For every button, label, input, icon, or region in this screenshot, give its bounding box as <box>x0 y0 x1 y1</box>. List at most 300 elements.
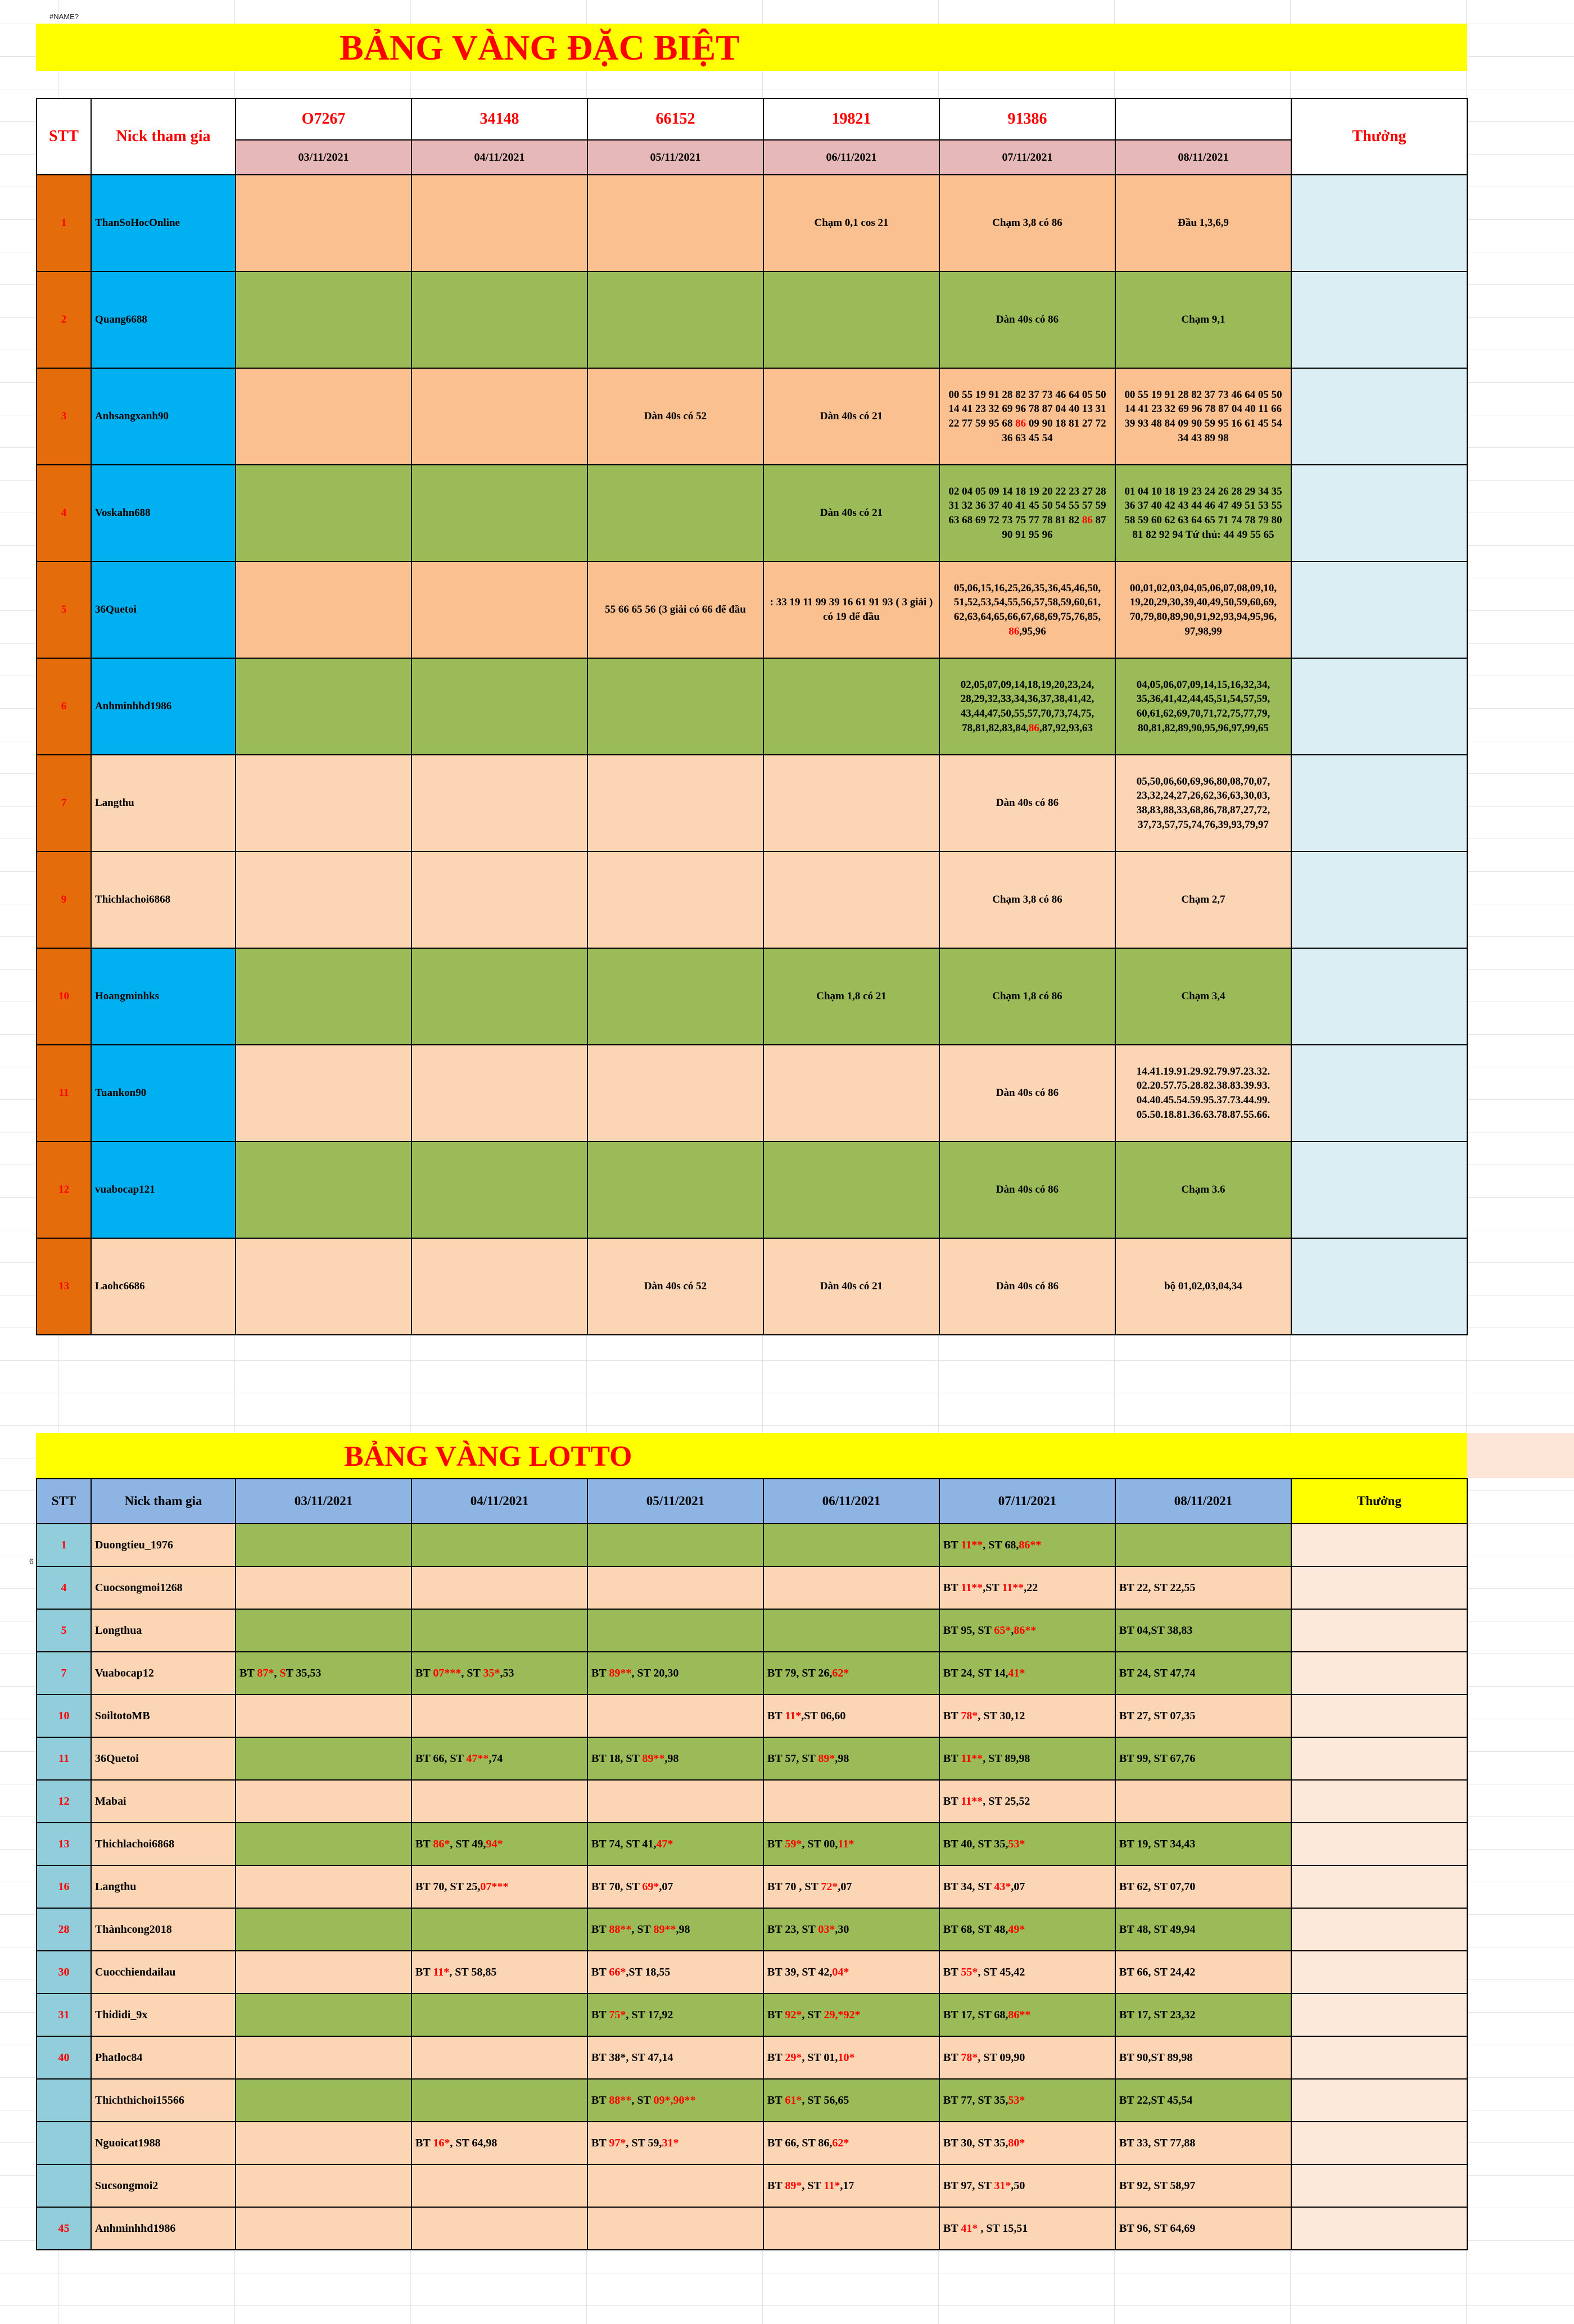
prediction-cell <box>236 1238 411 1335</box>
special-row <box>37 561 1467 658</box>
lotto-reward-cell <box>1291 1566 1467 1609</box>
reward-cell <box>1291 1141 1467 1238</box>
lotto-nick-cell: SoiltotoMB <box>91 1695 236 1737</box>
nick-cell: vuabocap121 <box>91 1141 236 1238</box>
prediction-cell <box>411 1238 587 1335</box>
lotto-cell: BT 40, ST 35,53* <box>939 1823 1115 1865</box>
prediction-cell <box>587 658 763 755</box>
lotto-cell <box>587 2207 763 2250</box>
lotto-cell: BT 30, ST 35,80* <box>939 2122 1115 2164</box>
nick-cell: Anhminhhd1986 <box>91 658 236 755</box>
lotto-row <box>37 2036 1467 2079</box>
prediction-cell <box>411 368 587 465</box>
lotto-reward-cell <box>1291 1951 1467 1994</box>
prediction-cell: 55 66 65 56 (3 giải có 66 để đầu <box>587 561 763 658</box>
result-number: 34148 <box>411 98 587 140</box>
lotto-row <box>37 2164 1467 2207</box>
lotto-reward-header: Thưởng <box>1291 1479 1467 1524</box>
highlighted-number: 41* <box>961 2222 978 2235</box>
lotto-cell <box>587 1524 763 1566</box>
prediction-cell <box>236 851 411 948</box>
prediction-cell: 05,50,06,60,69,96,80,08,70,07, 23,32,24,27,26,62,36,63,30,03, 38,83,88,33,68,86,78,87,27,72, 37,73,57,75,74,76,39,93,79,97 <box>1115 755 1291 851</box>
lotto-row <box>37 1951 1467 1994</box>
lotto-row <box>37 1865 1467 1908</box>
lotto-stt-cell: 31 <box>37 1994 91 2036</box>
lotto-cell: BT 11**,ST 11**,22 <box>939 1566 1115 1609</box>
prediction-cell <box>236 561 411 658</box>
stt-cell: 2 <box>37 271 91 368</box>
lotto-cell: BT 68, ST 48,49* <box>939 1908 1115 1951</box>
highlighted-number: 89** <box>609 1666 632 1679</box>
highlighted-number: 11* <box>838 1837 854 1850</box>
lotto-cell: BT 70, ST 25,07*** <box>411 1865 587 1908</box>
highlighted-number: 86* <box>433 1837 450 1850</box>
highlighted-number: 29,*92* <box>824 2008 861 2021</box>
nick-cell: Anhsangxanh90 <box>91 368 236 465</box>
result-number <box>1115 98 1291 140</box>
lotto-cell: BT 96, ST 64,69 <box>1115 2207 1291 2250</box>
header-dates-row <box>37 140 1467 175</box>
lotto-cell: BT 70, ST 69*,07 <box>587 1865 763 1908</box>
lotto-cell <box>411 1695 587 1737</box>
lotto-cell <box>587 1609 763 1652</box>
prediction-cell <box>763 851 939 948</box>
date-header: 06/11/2021 <box>763 140 939 175</box>
lotto-nick-cell: Phatloc84 <box>91 2036 236 2079</box>
stt-cell: 9 <box>37 851 91 948</box>
reward-header: Thưởng <box>1291 98 1467 175</box>
reward-cell <box>1291 561 1467 658</box>
prediction-cell: Dàn 40s có 21 <box>763 368 939 465</box>
lotto-stt-header: STT <box>37 1479 91 1524</box>
lotto-cell: BT 59*, ST 00,11* <box>763 1823 939 1865</box>
prediction-cell: 02 04 05 09 14 18 19 20 22 23 27 28 31 32 36 37 40 41 45 50 54 55 57 59 63 68 69 72 73 75 77 78 81 82 86 87 90 91 95 96 <box>939 465 1115 561</box>
lotto-cell <box>587 1695 763 1737</box>
lotto-cell: BT 78*, ST 30,12 <box>939 1695 1115 1737</box>
lotto-cell <box>587 1780 763 1823</box>
highlighted-number: 29* <box>785 2051 802 2064</box>
date-header: 07/11/2021 <box>939 140 1115 175</box>
lotto-cell: BT 23, ST 03*,30 <box>763 1908 939 1951</box>
highlighted-number: 75* <box>609 2008 626 2021</box>
lotto-cell: BT 11*,ST 06,60 <box>763 1695 939 1737</box>
prediction-cell: bộ 01,02,03,04,34 <box>1115 1238 1291 1335</box>
lotto-reward-cell <box>1291 2164 1467 2207</box>
lotto-cell: BT 19, ST 34,43 <box>1115 1823 1291 1865</box>
lotto-cell: BT 66, ST 47**,74 <box>411 1737 587 1780</box>
prediction-cell: Chạm 0,1 cos 21 <box>763 175 939 271</box>
prediction-cell: Dàn 40s có 21 <box>763 1238 939 1335</box>
lotto-stt-cell <box>37 2164 91 2207</box>
prediction-cell <box>587 175 763 271</box>
highlighted-number: 92* <box>785 2008 802 2021</box>
lotto-nick-cell: Sucsongmoi2 <box>91 2164 236 2207</box>
lotto-cell: BT 41* , ST 15,51 <box>939 2207 1115 2250</box>
lotto-cell <box>411 1566 587 1609</box>
lotto-cell: BT 99, ST 67,76 <box>1115 1737 1291 1780</box>
lotto-cell <box>236 1737 411 1780</box>
stt-cell: 3 <box>37 368 91 465</box>
highlighted-number: 86 <box>1015 418 1026 429</box>
highlighted-number: 86** <box>1019 1538 1042 1551</box>
prediction-cell: : 33 19 11 99 39 16 61 91 93 ( 3 giải ) có 19 để đầu <box>763 561 939 658</box>
lotto-stt-cell <box>37 2079 91 2122</box>
lotto-cell: BT 78*, ST 09,90 <box>939 2036 1115 2079</box>
prediction-cell: Chạm 3,8 có 86 <box>939 175 1115 271</box>
lotto-stt-cell: 5 <box>37 1609 91 1652</box>
lotto-cell: BT 07***, ST 35*,53 <box>411 1652 587 1695</box>
prediction-cell: 04,05,06,07,09,14,15,16,32,34, 35,36,41,42,44,45,51,54,57,59, 60,61,62,69,70,71,72,75,77,79, 80,81,82,89,90,95,96,97,99,65 <box>1115 658 1291 755</box>
lotto-row <box>37 2079 1467 2122</box>
lotto-cell: BT 66*,ST 18,55 <box>587 1951 763 1994</box>
highlighted-number: 62* <box>832 2136 849 2149</box>
reward-cell <box>1291 271 1467 368</box>
highlighted-number: 11** <box>961 1581 983 1594</box>
lotto-cell: BT 90,ST 89,98 <box>1115 2036 1291 2079</box>
nick-header: Nick tham gia <box>91 98 236 175</box>
prediction-cell <box>236 271 411 368</box>
nick-cell: 36Quetoi <box>91 561 236 658</box>
lotto-reward-cell <box>1291 1524 1467 1566</box>
lotto-cell: BT 39, ST 42,04* <box>763 1951 939 1994</box>
special-row <box>37 755 1467 851</box>
lotto-cell: BT 11**, ST 68,86** <box>939 1524 1115 1566</box>
prediction-cell: 01 04 10 18 19 23 24 26 28 29 34 35 36 37 40 42 43 44 46 47 49 51 53 55 58 59 60 62 63 64 65 71 74 78 79 80 81 82 92 94 Tứ thủ: 44 49 55 65 <box>1115 465 1291 561</box>
prediction-cell: 14.41.19.91.29.92.79.97.23.32. 02.20.57.75.28.82.38.83.39.93. 04.40.45.54.59.95.37.73.44.99. 05.50.18.81.36.63.78.87.55.66. <box>1115 1045 1291 1141</box>
lotto-cell <box>236 1823 411 1865</box>
prediction-cell: Dàn 40s có 86 <box>939 1141 1115 1238</box>
lotto-cell <box>587 1566 763 1609</box>
prediction-cell <box>763 1141 939 1238</box>
special-row <box>37 1238 1467 1335</box>
highlighted-number: 31* <box>662 2136 679 2149</box>
date-header: 03/11/2021 <box>236 140 411 175</box>
prediction-cell <box>236 175 411 271</box>
lotto-row <box>37 1609 1467 1652</box>
lotto-reward-cell <box>1291 1609 1467 1652</box>
lotto-cell: BT 57, ST 89*,98 <box>763 1737 939 1780</box>
lotto-cell: BT 89**, ST 20,30 <box>587 1652 763 1695</box>
lotto-cell: BT 66, ST 24,42 <box>1115 1951 1291 1994</box>
nick-cell: Quang6688 <box>91 271 236 368</box>
lotto-stt-cell: 28 <box>37 1908 91 1951</box>
lotto-date-header: 07/11/2021 <box>939 1479 1115 1524</box>
lotto-stt-cell: 7 <box>37 1652 91 1695</box>
highlighted-number: 16* <box>433 2136 450 2149</box>
highlighted-number: 41* <box>1008 1666 1025 1679</box>
stt-cell: 6 <box>37 658 91 755</box>
highlighted-number: 88** <box>609 2094 632 2106</box>
lotto-reward-cell <box>1291 2207 1467 2250</box>
highlighted-number: 86 <box>1028 722 1039 734</box>
lotto-cell <box>411 1609 587 1652</box>
nick-cell: ThanSoHocOnline <box>91 175 236 271</box>
lotto-reward-cell <box>1291 1652 1467 1695</box>
prediction-cell <box>587 851 763 948</box>
prediction-cell <box>411 271 587 368</box>
lotto-row <box>37 1695 1467 1737</box>
lotto-stt-cell: 16 <box>37 1865 91 1908</box>
prediction-cell <box>587 755 763 851</box>
highlighted-number: 11** <box>961 1795 983 1807</box>
special-row <box>37 368 1467 465</box>
lotto-cell: BT 95, ST 65*,86** <box>939 1609 1115 1652</box>
lotto-reward-cell <box>1291 2122 1467 2164</box>
result-number: 19821 <box>763 98 939 140</box>
prediction-cell: Dàn 40s có 52 <box>587 1238 763 1335</box>
special-row <box>37 658 1467 755</box>
lotto-cell: BT 22, ST 22,55 <box>1115 1566 1291 1609</box>
lotto-board-table <box>36 1478 1468 2250</box>
highlighted-number: 47** <box>466 1752 489 1765</box>
lotto-nick-cell: Thichthichoi15566 <box>91 2079 236 2122</box>
prediction-cell: Chạm 1,8 có 21 <box>763 948 939 1045</box>
prediction-cell <box>587 1141 763 1238</box>
side-note: 6 <box>29 1557 34 1566</box>
lotto-date-header: 08/11/2021 <box>1115 1479 1291 1524</box>
special-title-banner <box>36 24 1467 71</box>
prediction-cell: Dàn 40s có 21 <box>763 465 939 561</box>
highlighted-number: 94* <box>486 1837 503 1850</box>
lotto-cell <box>236 1908 411 1951</box>
lotto-cell: BT 88**, ST 09*,90** <box>587 2079 763 2122</box>
lotto-cell: BT 92*, ST 29,*92* <box>763 1994 939 2036</box>
highlighted-number: 53* <box>1008 2094 1025 2106</box>
lotto-stt-cell <box>37 2122 91 2164</box>
lotto-cell <box>411 2079 587 2122</box>
lotto-stt-cell: 4 <box>37 1566 91 1609</box>
reward-cell <box>1291 851 1467 948</box>
lotto-cell <box>1115 1780 1291 1823</box>
prediction-cell <box>236 1141 411 1238</box>
lotto-cell <box>763 1566 939 1609</box>
lotto-nick-cell: Vuabocap12 <box>91 1652 236 1695</box>
lotto-row <box>37 1652 1467 1695</box>
lotto-header-row <box>37 1479 1467 1524</box>
prediction-cell <box>411 561 587 658</box>
highlighted-number: 10* <box>838 2051 855 2064</box>
lotto-cell <box>411 2036 587 2079</box>
lotto-nick-cell: Anhminhhd1986 <box>91 2207 236 2250</box>
highlighted-number: 11* <box>824 2179 840 2192</box>
prediction-cell <box>236 948 411 1045</box>
lotto-cell: BT 97, ST 31*,50 <box>939 2164 1115 2207</box>
header-results-row <box>37 98 1467 140</box>
lotto-row <box>37 1780 1467 1823</box>
prediction-cell: 05,06,15,16,25,26,35,36,45,46,50, 51,52,53,54,55,56,57,58,59,60,61, 62,63,64,65,66,67,68,69,75,76,85, 86,95,96 <box>939 561 1115 658</box>
stt-cell: 5 <box>37 561 91 658</box>
lotto-row <box>37 1994 1467 2036</box>
lotto-cell: BT 24, ST 14,41* <box>939 1652 1115 1695</box>
prediction-cell <box>411 755 587 851</box>
nick-cell: Laohc6686 <box>91 1238 236 1335</box>
reward-cell <box>1291 465 1467 561</box>
prediction-cell: Chạm 2,7 <box>1115 851 1291 948</box>
lotto-cell: BT 22,ST 45,54 <box>1115 2079 1291 2122</box>
lotto-cell: BT 61*, ST 56,65 <box>763 2079 939 2122</box>
result-number: O7267 <box>236 98 411 140</box>
lotto-cell <box>236 1994 411 2036</box>
highlighted-number: 47* <box>656 1837 673 1850</box>
stt-cell: 1 <box>37 175 91 271</box>
prediction-cell: Chạm 1,8 có 86 <box>939 948 1115 1045</box>
lotto-nick-cell: Langthu <box>91 1865 236 1908</box>
lotto-cell <box>236 1524 411 1566</box>
highlighted-number: 59* <box>785 1837 802 1850</box>
highlighted-number: 97* <box>609 2136 626 2149</box>
special-row <box>37 271 1467 368</box>
date-header: 04/11/2021 <box>411 140 587 175</box>
lotto-row <box>37 2207 1467 2250</box>
lotto-cell: BT 62, ST 07,70 <box>1115 1865 1291 1908</box>
lotto-cell: BT 79, ST 26,62* <box>763 1652 939 1695</box>
prediction-cell <box>587 465 763 561</box>
lotto-nick-header: Nick tham gia <box>91 1479 236 1524</box>
lotto-reward-cell <box>1291 1780 1467 1823</box>
highlighted-number: 72* <box>821 1880 838 1893</box>
lotto-cell: BT 97*, ST 59,31* <box>587 2122 763 2164</box>
stt-cell: 10 <box>37 948 91 1045</box>
lotto-cell: BT 29*, ST 01,10* <box>763 2036 939 2079</box>
reward-cell <box>1291 1045 1467 1141</box>
prediction-cell <box>236 755 411 851</box>
prediction-cell <box>587 948 763 1045</box>
nick-cell: Thichlachoi6868 <box>91 851 236 948</box>
lotto-stt-cell: 12 <box>37 1780 91 1823</box>
lotto-nick-cell: 36Quetoi <box>91 1737 236 1780</box>
stt-cell: 7 <box>37 755 91 851</box>
prediction-cell <box>587 271 763 368</box>
prediction-cell <box>236 658 411 755</box>
lotto-cell: BT 16*, ST 64,98 <box>411 2122 587 2164</box>
lotto-cell: BT 33, ST 77,88 <box>1115 2122 1291 2164</box>
highlighted-number: 43* <box>994 1880 1011 1893</box>
prediction-cell: Chạm 9,1 <box>1115 271 1291 368</box>
name-error-cell: #NAME? <box>49 12 79 21</box>
lotto-cell: BT 11**, ST 89,98 <box>939 1737 1115 1780</box>
lotto-cell: BT 11*, ST 58,85 <box>411 1951 587 1994</box>
lotto-cell <box>236 1695 411 1737</box>
prediction-cell <box>587 1045 763 1141</box>
prediction-cell <box>411 658 587 755</box>
prediction-cell: Dàn 40s có 52 <box>587 368 763 465</box>
highlighted-number: 65* <box>994 1624 1011 1637</box>
prediction-cell: Chạm 3,8 có 86 <box>939 851 1115 948</box>
lotto-cell: BT 04,ST 38,83 <box>1115 1609 1291 1652</box>
prediction-cell <box>763 271 939 368</box>
lotto-cell: BT 75*, ST 17,92 <box>587 1994 763 2036</box>
lotto-nick-cell: Cuocchiendailau <box>91 1951 236 1994</box>
lotto-cell <box>763 1609 939 1652</box>
highlighted-number: 78* <box>961 1709 978 1722</box>
highlighted-number: 89** <box>642 1752 665 1765</box>
lotto-stt-cell: 1 <box>37 1524 91 1566</box>
lotto-reward-cell <box>1291 1695 1467 1737</box>
lotto-cell <box>1115 1524 1291 1566</box>
prediction-cell <box>411 851 587 948</box>
lotto-row <box>37 1566 1467 1609</box>
reward-cell <box>1291 368 1467 465</box>
nick-cell: Hoangminhks <box>91 948 236 1045</box>
prediction-cell: Dàn 40s có 86 <box>939 1238 1115 1335</box>
prediction-cell <box>411 175 587 271</box>
highlighted-number: 04* <box>832 1965 849 1978</box>
prediction-cell <box>236 465 411 561</box>
lotto-cell: BT 87*, ST 35,53 <box>236 1652 411 1695</box>
lotto-row <box>37 1908 1467 1951</box>
lotto-nick-cell: Thànhcong2018 <box>91 1908 236 1951</box>
lotto-cell: BT 86*, ST 49,94* <box>411 1823 587 1865</box>
highlighted-number: 11** <box>961 1538 983 1551</box>
lotto-cell <box>236 1566 411 1609</box>
lotto-cell: BT 66, ST 86,62* <box>763 2122 939 2164</box>
special-board-table <box>36 98 1468 1335</box>
highlighted-number: 07*** <box>480 1880 509 1893</box>
lotto-date-header: 03/11/2021 <box>236 1479 411 1524</box>
lotto-date-header: 06/11/2021 <box>763 1479 939 1524</box>
lotto-stt-cell: 11 <box>37 1737 91 1780</box>
lotto-reward-cell <box>1291 1823 1467 1865</box>
highlighted-number: 89* <box>818 1752 835 1765</box>
highlighted-number: 66* <box>609 1965 626 1978</box>
lotto-reward-cell <box>1291 1994 1467 2036</box>
prediction-cell <box>411 465 587 561</box>
highlighted-number: 11** <box>1002 1581 1024 1594</box>
date-header: 08/11/2021 <box>1115 140 1291 175</box>
lotto-cell <box>236 2036 411 2079</box>
lotto-cell <box>236 1865 411 1908</box>
lotto-cell: BT 18, ST 89**,98 <box>587 1737 763 1780</box>
lotto-stt-cell: 40 <box>37 2036 91 2079</box>
highlighted-number: S <box>279 1666 286 1679</box>
lotto-reward-cell <box>1291 2079 1467 2122</box>
highlighted-number: 87* <box>257 1666 274 1679</box>
highlighted-number: 35* <box>483 1666 500 1679</box>
prediction-cell: Chạm 3.6 <box>1115 1141 1291 1238</box>
lotto-cell <box>763 1524 939 1566</box>
lotto-cell: BT 70 , ST 72*,07 <box>763 1865 939 1908</box>
result-number: 91386 <box>939 98 1115 140</box>
lotto-cell <box>587 2164 763 2207</box>
prediction-cell <box>763 755 939 851</box>
lotto-stt-cell: 30 <box>37 1951 91 1994</box>
highlighted-number: 55* <box>961 1965 978 1978</box>
lotto-cell: BT 24, ST 47,74 <box>1115 1652 1291 1695</box>
highlighted-number: 86** <box>1008 2008 1031 2021</box>
highlighted-number: 11** <box>961 1752 983 1765</box>
lotto-stt-cell: 13 <box>37 1823 91 1865</box>
prediction-cell <box>411 948 587 1045</box>
highlighted-number: 07*** <box>433 1666 462 1679</box>
reward-cell <box>1291 658 1467 755</box>
lotto-nick-cell: Mabai <box>91 1780 236 1823</box>
lotto-cell <box>411 2164 587 2207</box>
lotto-nick-cell: Longthua <box>91 1609 236 1652</box>
lotto-reward-cell <box>1291 1737 1467 1780</box>
highlighted-number: 89** <box>653 1923 676 1936</box>
prediction-cell <box>411 1141 587 1238</box>
stt-cell: 12 <box>37 1141 91 1238</box>
highlighted-number: 09*,90** <box>653 2094 696 2106</box>
lotto-title-banner <box>36 1433 1467 1478</box>
lotto-date-header: 05/11/2021 <box>587 1479 763 1524</box>
lotto-row <box>37 1737 1467 1780</box>
lotto-cell <box>763 1780 939 1823</box>
lotto-cell <box>236 1609 411 1652</box>
prediction-cell <box>236 1045 411 1141</box>
prediction-cell: 00 55 19 91 28 82 37 73 46 64 05 50 14 41 23 32 69 96 78 87 04 40 13 31 22 77 59 95 68 86 09 90 18 81 27 72 36 63 45 54 <box>939 368 1115 465</box>
lotto-cell <box>763 2207 939 2250</box>
